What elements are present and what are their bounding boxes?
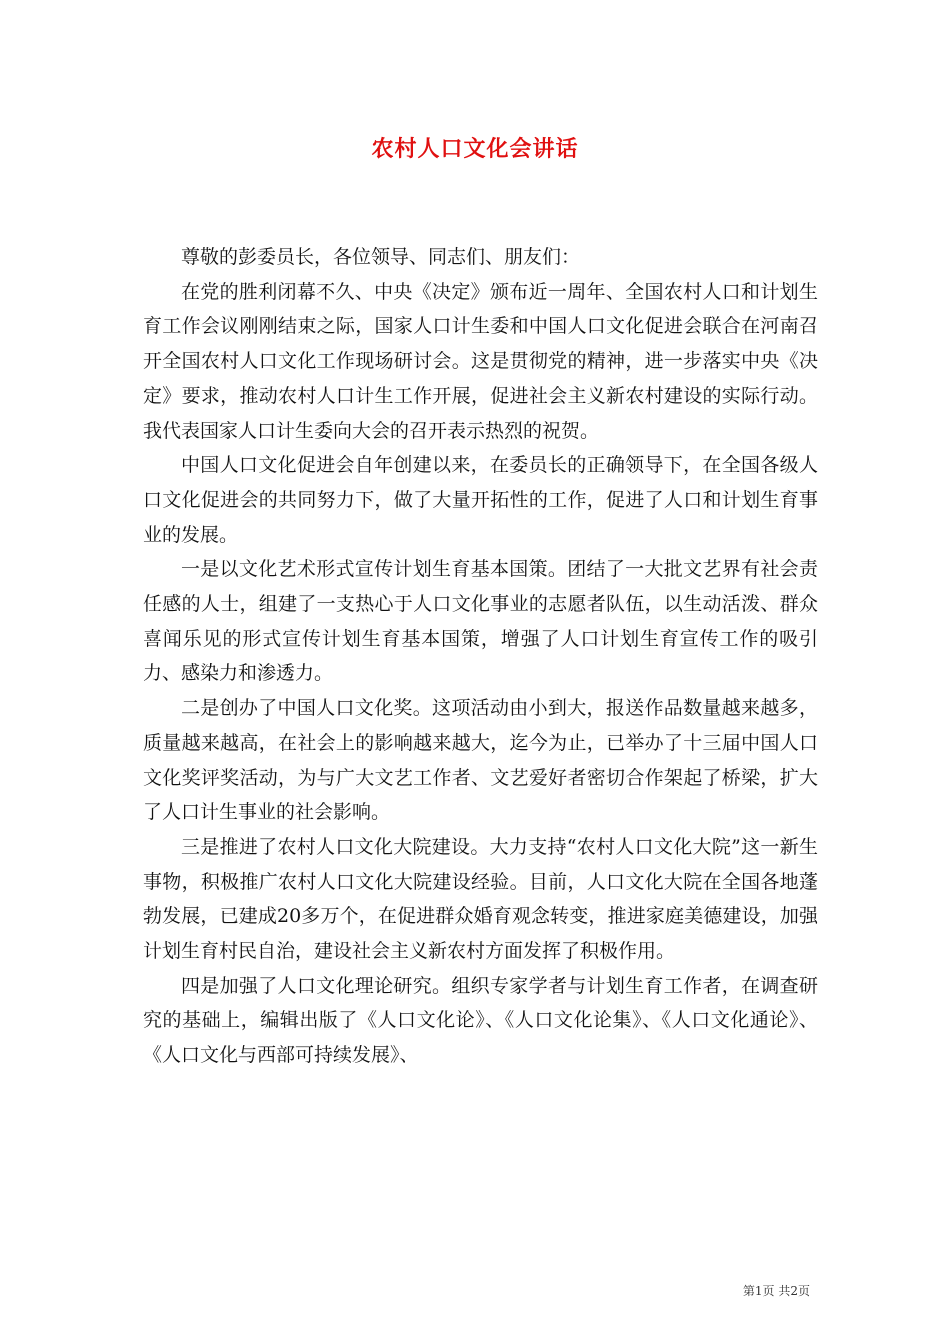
salutation-paragraph: 尊敬的彭委员长，各位领导、同志们、朋友们： [181, 246, 581, 268]
point-four-paragraph: 四是加强了人口文化理论研究。组织专家学者与计划生育工作者，在调查研究的基础上，编辑出版了《人口文化论》、《人口文化论集》、《人口文化通论》、《人口文化与西部可持续发展》、 [143, 974, 818, 1067]
page-number-footer: 第1页 共2页 [742, 1284, 810, 1298]
opening-paragraph: 在党的胜利闭幕不久、中央《决定》颁布近一周年、全国农村人口和计划生育工作会议刚刚结束之际，国家人口计生委和中国人口文化促进会联合在河南召开全国农村人口文化工作现场研讨会。这是贯彻党的精神，进一步落实中央《决定》要求，推动农村人口计生工作开展，促进社会主义新农村建设的实际行动。我代表国家人口计生委向大会的召开表示热烈的祝贺。 [143, 280, 818, 442]
document-body [143, 240, 818, 1073]
point-three-paragraph: 三是推进了农村人口文化大院建设。大力支持“农村人口文化大院”这一新生事物，积极推广农村人口文化大院建设经验。目前，人口文化大院在全国各地蓬勃发展，已建成20多万个，在促进群众婚育观念转变，推进家庭美德建设，加强计划生育村民自治，建设社会主义新农村方面发挥了积极作用。 [143, 835, 818, 963]
document-title: 农村人口文化会讲话 [371, 136, 579, 162]
point-two-paragraph: 二是创办了中国人口文化奖。这项活动由小到大，报送作品数量越来越多，质量越来越高，在社会上的影响越来越大，迄今为止，已举办了十三届中国人口文化奖评奖活动，为与广大文艺工作者、文艺爱好者密切合作架起了桥梁，扩大了人口计生事业的社会影响。 [143, 697, 818, 824]
point-one-paragraph: 一是以文化艺术形式宣传计划生育基本国策。团结了一大批文艺界有社会责任感的人士，组建了一支热心于人口文化事业的志愿者队伍，以生动活泼、群众喜闻乐见的形式宣传计划生育基本国策，增强了人口计划生育宣传工作的吸引力、感染力和渗透力。 [143, 558, 818, 685]
intro-paragraph: 中国人口文化促进会自年创建以来，在委员长的正确领导下，在全国各级人口文化促进会的共同努力下，做了大量开拓性的工作，促进了人口和计划生育事业的发展。 [143, 454, 818, 546]
